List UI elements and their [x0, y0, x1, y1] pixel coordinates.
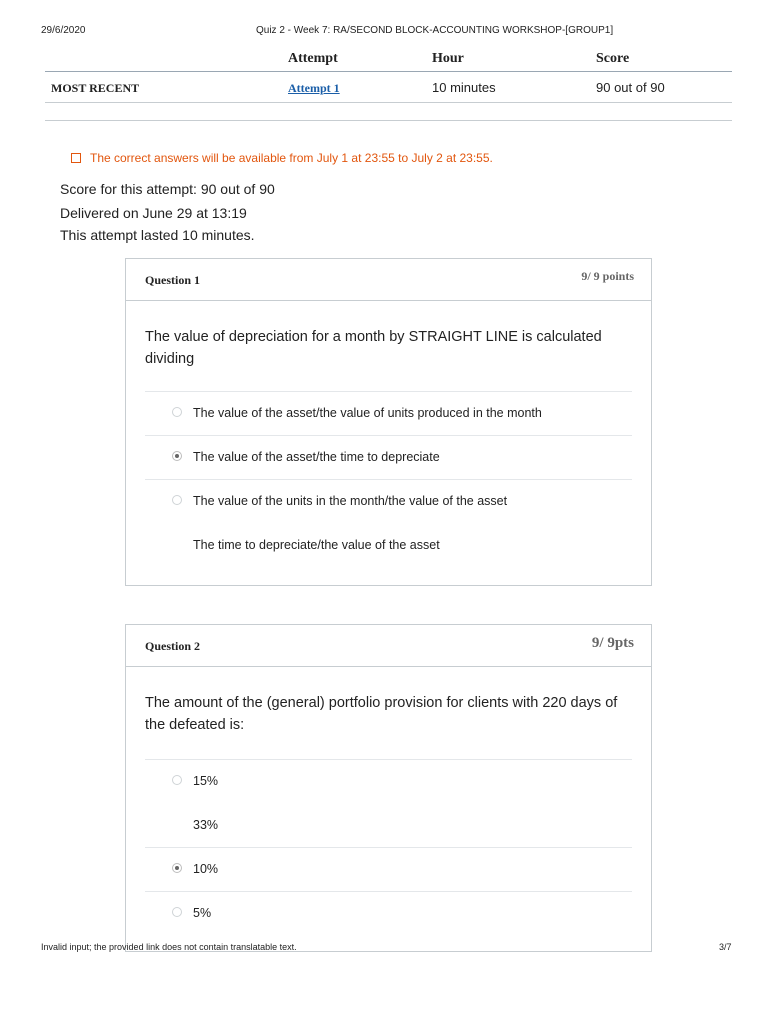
answer-label: 10%	[193, 862, 219, 876]
table-row	[45, 72, 732, 103]
attempt-time: 10 minutes	[432, 80, 496, 95]
radio-button[interactable]	[172, 495, 182, 505]
question-1-card	[125, 258, 652, 586]
answer-label: The value of the asset/the time to depreciate	[193, 450, 440, 464]
answer-label: The value of the asset/the value of units produced in the month	[193, 406, 542, 420]
attempt-score-summary: Score for this attempt: 90 out of 90	[60, 181, 275, 197]
question-title: Question 2	[145, 639, 201, 653]
column-header-hour: Hour	[432, 51, 464, 66]
print-date: 29/6/2020	[41, 25, 86, 36]
question-2-card	[125, 624, 652, 952]
answer-list	[145, 391, 632, 567]
radio-button-selected[interactable]	[172, 863, 182, 873]
radio-button-selected[interactable]	[172, 451, 182, 461]
answer-label: 33%	[193, 818, 219, 832]
page-number: 3/7	[719, 942, 732, 952]
most-recent-label: MOST RECENT	[51, 81, 140, 95]
radio-button[interactable]	[172, 407, 182, 417]
answer-option[interactable]	[145, 523, 632, 567]
answer-option[interactable]	[145, 479, 632, 523]
question-header	[126, 625, 651, 667]
attempt-score: 90 out of 90	[596, 80, 665, 95]
answer-label: The time to depreciate/the value of the asset	[193, 538, 440, 552]
question-title: Question 1	[145, 273, 201, 287]
attempt-link[interactable]: Attempt 1	[288, 81, 340, 95]
answer-label: 5%	[193, 906, 212, 920]
divider	[45, 120, 732, 121]
radio-button[interactable]	[172, 775, 182, 785]
warning-icon	[71, 153, 81, 163]
answer-list	[145, 759, 632, 935]
question-text: The value of depreciation for a month by STRAIGHT LINE is calculated dividing	[145, 329, 602, 367]
attempts-table-header	[45, 47, 732, 72]
radio-button[interactable]	[172, 907, 182, 917]
answer-option[interactable]	[145, 847, 632, 891]
attempts-table	[45, 47, 732, 103]
answer-label: The value of the units in the month/the value of the asset	[193, 494, 508, 508]
answer-option[interactable]	[145, 803, 632, 847]
column-header-attempt: Attempt	[288, 51, 338, 66]
print-title: Quiz 2 - Week 7: RA/SECOND BLOCK-ACCOUNTING WORKSHOP-[GROUP1]	[256, 25, 614, 36]
answers-notice	[71, 151, 493, 165]
question-points: 9/ 9 points	[581, 269, 634, 283]
question-header	[126, 259, 651, 301]
answer-option[interactable]	[145, 759, 632, 803]
attempt-duration: This attempt lasted 10 minutes.	[60, 227, 255, 243]
notice-text: The correct answers will be available from July 1 at 23:55 to July 2 at 23:55.	[90, 151, 493, 165]
column-header-score: Score	[596, 51, 630, 66]
delivered-date: Delivered on June 29 at 13:19	[60, 205, 247, 221]
answer-option[interactable]	[145, 435, 632, 479]
question-points: 9/ 9pts	[591, 635, 634, 651]
footer-note: Invalid input; the provided link does not contain translatable text.	[41, 942, 297, 952]
question-text: The amount of the (general) portfolio provision for clients with 220 days of the defeated is:	[145, 695, 618, 733]
answer-option[interactable]	[145, 391, 632, 435]
answer-label: 15%	[193, 774, 219, 788]
answer-option[interactable]	[145, 891, 632, 935]
